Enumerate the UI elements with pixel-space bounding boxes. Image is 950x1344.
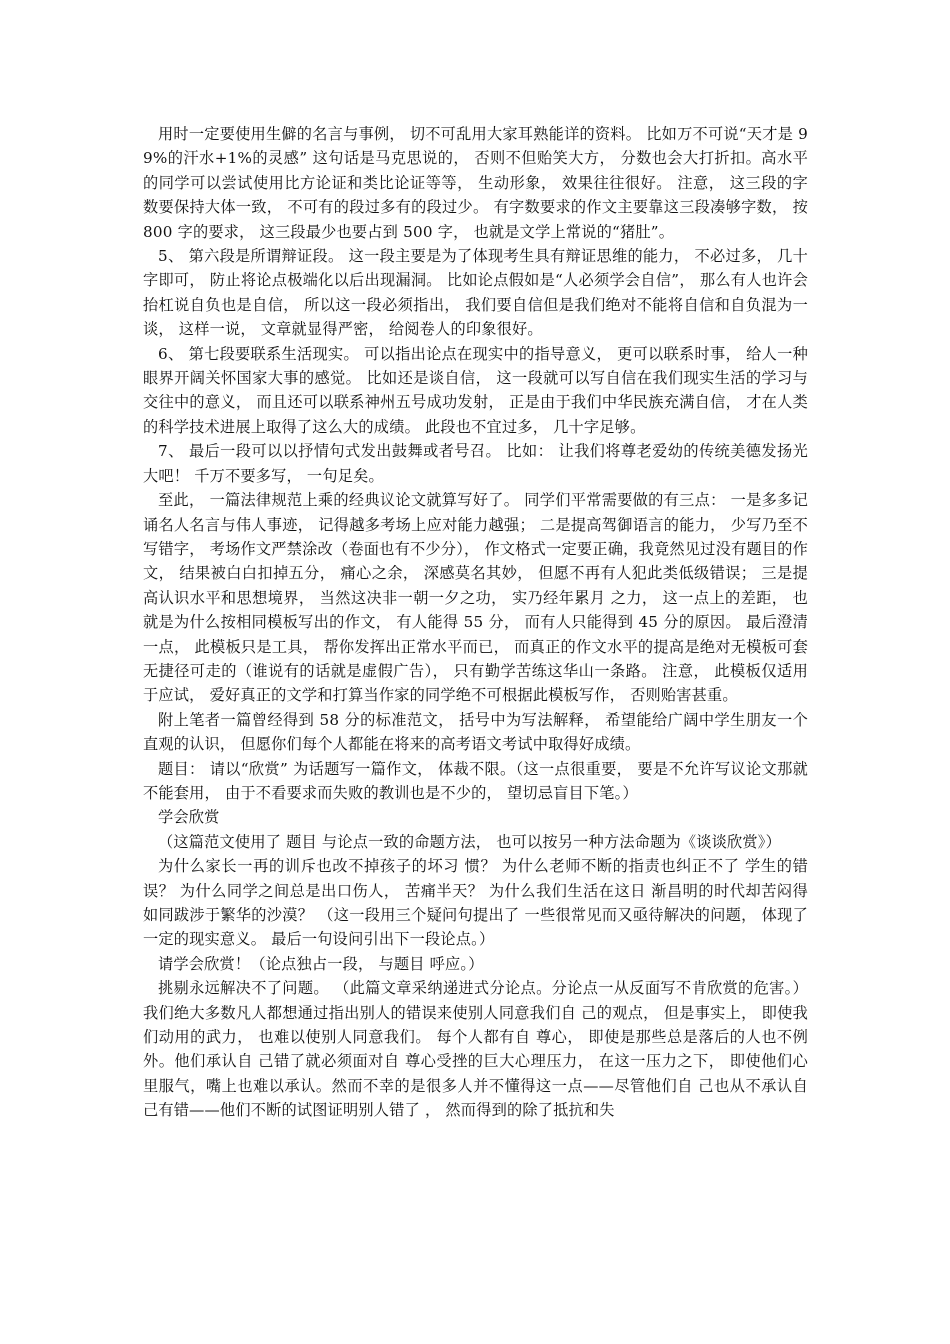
paragraph-topic: 题目： 请以“欣赏” 为话题写一篇作文， 体裁不限。（这一点很重要， 要是不允许写议论文那就不能套用， 由于不看要求而失败的教训也是不少的， 望切忌盲目下笔。） bbox=[143, 759, 808, 802]
paragraph-template-usage: 用时一定要使用生僻的名言与事例， 切不可乱用大家耳熟能详的资料。 比如万不可说“天才是 99%的汗水+1%的灵感” 这句话是马克思说的， 否则不但贻笑大方， 分数也会大打折扣。高水平的同学可以尝试使用比方论证和类比论证等等， 生动形象， 效果往往很好。 注意， 这三段的字数要保持大体一致， 不可有的段过多有的段过少。 有字数要求的作文主要靠这三段凑够字数， 按 800 字的要求， 这三段最少也要占到 500 字， 也就是文学上常说的“猪肚”。 bbox=[143, 125, 808, 241]
essay-title: 学会欣赏 bbox=[158, 808, 220, 827]
paragraph-title-note: （这篇范文使用了 题目 与论点一致的命题方法， 也可以按另一种方法命题为《谈谈欣赏》） bbox=[158, 832, 781, 851]
paragraph-step-6: 6、 第七段要联系生活现实。 可以指出论点在现实中的指导意义， 更可以联系时事， 给人一种眼界开阔关怀国家大事的感觉。 比如还是谈自信， 这一段就可以写自信在我们现实生活的学习与交往中的意义， 而且还可以联系神州五号成功发射， 正是由于我们中华民族充满自信， 才在人类的科学技术进展上取得了这么大的成绩。 此段也不宜过多， 几十字足够。 bbox=[143, 344, 808, 436]
paragraph-sub-argument-1: 挑剔永远解决不了问题。 （此篇文章采纳递进式分论点。分论点一从反面写不肯欣赏的危害。）我们绝大多数凡人都想通过指出别人的错误来使别人同意我们自 己的观点， 但是事实上， 即使我们动用的武力， 也难以使别人同意我们。 每个人都有自 尊心， 即使是那些总是落后的人也不例外。他们承认自 己错了就必须面对自 尊心受挫的巨大心理压力， 在这一压力之下， 即使他们心里服气，嘴上也难以承认。然而不幸的是很多人并不懂得这一点——尽管他们自 己也从不承认自 己有错——他们不断的试图证明别人错了 ， 然而得到的除了抵抗和失 bbox=[143, 979, 808, 1120]
paragraph-sample-intro: 附上笔者一篇曾经得到 58 分的标准范文， 括号中为写法解释， 希望能给广阔中学生朋友一个直观的认识， 但愿你们每个人都能在将来的高考语文考试中取得好成绩。 bbox=[143, 710, 808, 754]
paragraph-thesis: 请学会欣赏！（论点独占一段， 与题目 呼应。） bbox=[158, 954, 484, 973]
document-body bbox=[143, 122, 808, 1123]
paragraph-summary: 至此， 一篇法律规范上乘的经典议论文就算写好了。 同学们平常需要做的有三点： 一是多多记诵名人名言与伟人事迹， 记得越多考场上应对能力越强； 二是提高驾御语言的能力， 少写乃至不写错字， 考场作文严禁涂改（卷面也有不少分）， 作文格式一定要正确，我竟然见过没有题目的作文， 结果被白白扣掉五分， 痛心之余， 深感莫名其妙， 但愿不再有人犯此类低级错误； 三是提高认识水平和思想境界， 当然这决非一朝一夕之功， 实乃经年累月 之力， 这一点上的差距， 也就是为什么按相同模板写出的作文， 有人能得 55 分， 而有人只能得到 45 分的原因。 最后澄清一点， 此模板只是工具， 帮你发挥出正常水平而已， 而真正的作文水平的提高是绝对无模板可套无捷径可走的（谁说有的话就是虚假广告）， 只有勤学苦练这华山一条路。 注意， 此模板仅适用于应试， 爱好真正的文学和打算当作家的同学绝不可根据此模板写作， 否则贻害甚重。 bbox=[143, 491, 808, 705]
paragraph-step-5: 5、 第六段是所谓辩证段。 这一段主要是为了体现考生具有辩证思维的能力， 不必过多， 几十字即可， 防止将论点极端化以后出现漏洞。 比如论点假如是“人必须学会自信”， 那么有人也许会抬杠说自负也是自信， 所以这一段必须指出， 我们要自信但是我们绝对不能将自信和自负混为一谈， 这样一说， 文章就显得严密， 给阅卷人的印象很好。 bbox=[143, 247, 808, 339]
paragraph-essay-opening: 为什么家长一再的训斥也改不掉孩子的坏习 惯？ 为什么老师不断的指责也纠正不了 学生的错误？ 为什么同学之间总是出口伤人， 苦痛半天？ 为什么我们生活在这日 渐昌明的时代却苦闷得如同跋涉于繁华的沙漠？ （这一段用三个疑问句提出了 一些很常见而又亟待解决的问题， 体现了一定的现实意义。 最后一句设问引出下一段论点。） bbox=[143, 857, 808, 949]
paragraph-step-7: 7、 最后一段可以以抒情句式发出鼓舞或者号召。 比如： 让我们将尊老爱幼的传统美德发扬光大吧！ 千万不要多写， 一句足矣。 bbox=[143, 442, 808, 485]
